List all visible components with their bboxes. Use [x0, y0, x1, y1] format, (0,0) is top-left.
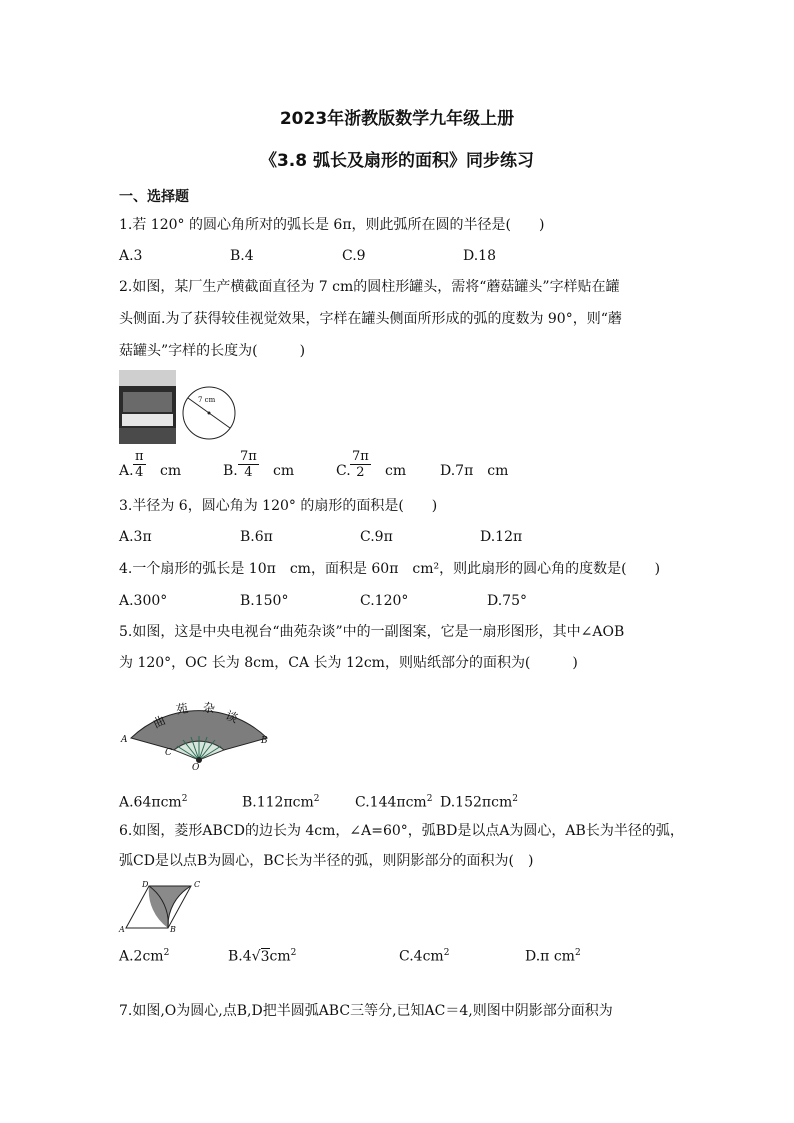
question-7-text: 7.如图,O为圆心,点B,D把半圆弧ABC三等分,已知AC＝4,则图中阴影部分面积为 — [119, 1003, 613, 1019]
question-1-text: 1.若 120° 的圆心角所对的弧长是 6π，则此弧所在圆的半径是( ) — [119, 217, 545, 233]
q2-option-c-fraction — [350, 449, 371, 480]
page-title: 2023年浙教版数学九年级上册 — [279, 109, 515, 129]
can-photo — [119, 370, 176, 444]
q2-a-denominator: 4 — [135, 465, 144, 480]
question-5-line2: 为 120°，OC 长为 8cm，CA 长为 12cm，则贴纸部分的面积为( ) — [119, 655, 578, 671]
q5-c-text: C.144π — [355, 794, 406, 811]
q2-option-a-fraction — [133, 449, 146, 480]
question-2-line2: 头侧面.为了获得较佳视觉效果，字样在罐头侧面所形成的弧的度数为 90°，则“蘑 — [119, 311, 622, 327]
q6-b-prefix: B.4 — [228, 948, 252, 965]
q2-option-d: D.7π cm — [440, 463, 509, 479]
q6-a-text: A.2cm — [119, 948, 164, 965]
q3-option-d: D.12π — [480, 529, 523, 545]
q5-option-c: C.144πcm$^2$ — [355, 794, 433, 811]
q4-option-b: B.150° — [240, 593, 289, 609]
q2-c-numerator: 7π — [352, 449, 369, 464]
fan-diagram — [119, 680, 279, 776]
question-5-line1: 5.如图，这是中央电视台“曲苑杂谈”中的一副图案，它是一扇形图形，其中∠AOB — [119, 624, 625, 640]
q4-option-a: A.300° — [119, 593, 168, 609]
q5-option-b: B.112πcm$^2$ — [242, 794, 320, 811]
question-2-line3: 菇罐头”字样的长度为( ) — [119, 343, 306, 359]
q6-option-a: $A.2cm^2$ — [119, 948, 170, 965]
rhombus-label-a: A — [119, 925, 125, 934]
q6-option-b: $B.4√3cm^2$ — [228, 948, 297, 965]
q5-a-unit: cm — [160, 794, 182, 811]
fan-label-b: B — [261, 736, 268, 746]
rhombus-label-b: B — [170, 925, 176, 934]
q2-option-c-unit: cm — [385, 463, 407, 479]
q2-option-a-prefix: A. — [119, 463, 134, 479]
page-subtitle: 《3.8 弧长及扇形的面积》同步练习 — [259, 151, 535, 171]
q6-c-text: C.4cm — [399, 948, 444, 965]
q5-c-unit: cm — [405, 794, 427, 811]
can-cross-section-diagram — [180, 384, 238, 442]
q3-option-a: A.3π — [119, 529, 152, 545]
q5-d-unit: cm — [491, 794, 513, 811]
question-4-text: 4.一个扇形的弧长是 10π cm，面积是 60π cm²，则此扇形的圆心角的度数是( ) — [119, 561, 661, 577]
rhombus-diagram — [119, 878, 201, 934]
fan-text-4: 谈 — [223, 708, 241, 726]
q2-option-b-fraction — [238, 449, 259, 480]
q2-option-b-unit: cm — [273, 463, 295, 479]
q5-option-d: D.152πcm$^2$ — [440, 794, 518, 811]
question-2-line1: 2.如图，某厂生产横截面直径为 7 cm的圆柱形罐头，需将“蘑菇罐头”字样贴在罐 — [119, 279, 620, 295]
rhombus-label-d: D — [142, 880, 149, 889]
question-6-line2: 弧CD是以点B为圆心，BC长为半径的弧，则阴影部分的面积为( ) — [119, 853, 534, 869]
q1-option-a: A.3 — [119, 248, 143, 264]
q3-option-b: B.6π — [240, 529, 273, 545]
fan-text-2: 苑 — [174, 701, 190, 717]
fan-label-c: C — [165, 748, 172, 758]
q1-option-c: C.9 — [342, 248, 366, 264]
q5-d-text: D.152π — [440, 794, 492, 811]
q2-c-denominator: 2 — [356, 465, 365, 480]
q2-option-a-unit: cm — [160, 463, 182, 479]
fan-text-1: 曲 — [150, 713, 168, 731]
q6-option-c: $C.4cm^2$ — [399, 948, 450, 965]
rhombus-label-c: C — [194, 880, 201, 889]
q2-b-numerator: 7π — [240, 449, 257, 464]
q6-b-unit: cm — [269, 948, 291, 965]
q1-option-b: B.4 — [230, 248, 254, 264]
fan-text-3: 杂 — [202, 700, 216, 716]
q4-option-c: C.120° — [360, 593, 409, 609]
q6-b-radicand: 3 — [260, 948, 270, 965]
section-heading: 一、选择题 — [119, 189, 189, 205]
fan-label-a: A — [121, 735, 128, 745]
fan-label-o: O — [192, 763, 200, 773]
q3-option-c: C.9π — [360, 529, 393, 545]
q5-b-text: B.112π — [242, 794, 293, 811]
q6-d-text: D.π cm — [525, 948, 575, 965]
q2-b-denominator: 4 — [244, 465, 253, 480]
question-3-text: 3.半径为 6，圆心角为 120° 的扇形的面积是( ) — [119, 498, 438, 514]
q1-option-d: D.18 — [463, 248, 496, 264]
q2-option-c-prefix: C. — [336, 463, 351, 479]
diameter-label: 7 cm — [198, 396, 216, 404]
question-6-line1: 6.如图，菱形ABCD的边长为 4cm，∠A=60°，弧BD是以点A为圆心，AB长为半径的弧， — [119, 823, 684, 839]
q5-option-a: A.64πcm$^2$ — [119, 794, 188, 811]
q2-option-b-prefix: B. — [223, 463, 238, 479]
q4-option-d: D.75° — [487, 593, 527, 609]
q6-option-d: D.π $cm^2$ — [525, 948, 581, 965]
q5-b-unit: cm — [292, 794, 314, 811]
q2-a-numerator: π — [135, 449, 144, 464]
q5-a-text: A.64π — [119, 794, 161, 811]
